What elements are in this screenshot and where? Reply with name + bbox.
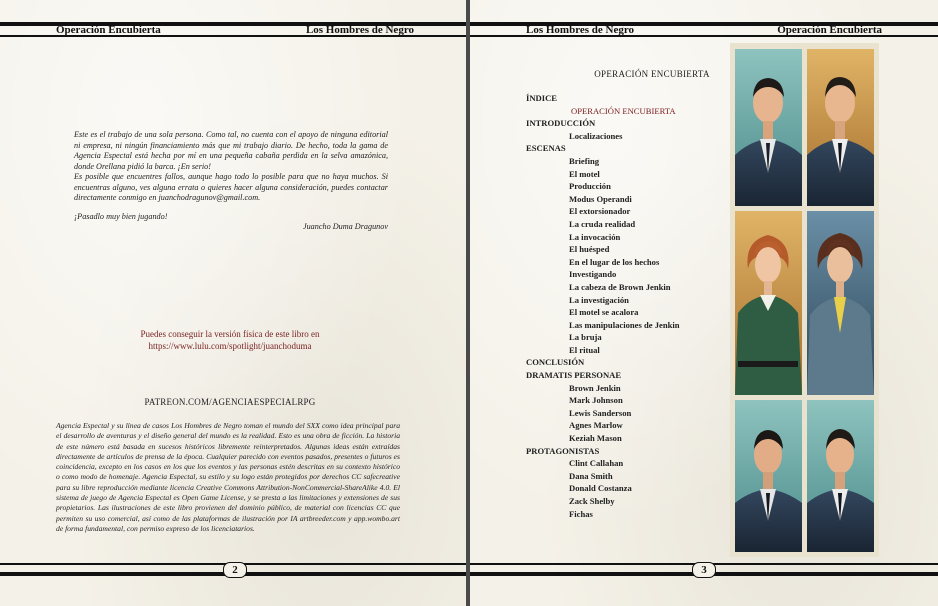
toc-entry-label: Las manipulaciones de Jenkin — [569, 319, 680, 330]
toc-entry-label: PROTAGONISTAS — [526, 445, 600, 456]
running-header-right: Operación Encubierta — [777, 24, 882, 36]
toc-entry-label: La bruja — [569, 332, 602, 343]
toc-entry-label: Keziah Mason — [569, 433, 622, 444]
toc-entry-label: Donald Costanza — [569, 483, 632, 494]
print-notice — [80, 329, 380, 352]
toc-entry-label: El extorsionador — [569, 206, 631, 217]
toc-entry-label: En el lugar de los hechos — [569, 256, 660, 267]
agents-illustration — [730, 43, 879, 557]
intro-paragraph-1: Este es el trabajo de una sola persona. Como tal, no cuenta con el apoyo de ninguna editorial ni empresa, ni ningún financiamiento más que mi trabajo diario. De hecho, toda la gama de Agencia Espectal está hecha por mí en una pequeña cabaña perdida en la selva amazónica, donde Orellana pidió la barca. ¡En serio! — [74, 130, 388, 171]
toc-entry-label: Investigando — [569, 269, 617, 280]
toc-entry-label: El ritual — [569, 344, 600, 355]
toc-entry-label: La invocación — [569, 231, 621, 242]
toc-entry-label: Mark Johnson — [569, 395, 623, 406]
print-notice-link[interactable]: https://www.lulu.com/spotlight/juanchoduma — [148, 340, 312, 351]
author-signature: Juancho Duma Dragunov — [302, 222, 388, 231]
toc-entry-label: La investigación — [569, 294, 629, 305]
toc-entry-label: CONCLUSIÓN — [526, 357, 585, 368]
toc-entry-label: DRAMATIS PERSONAE — [526, 370, 622, 381]
running-header-left: Operación Encubierta — [56, 24, 161, 36]
print-notice-text: Puedes conseguir la versión física de este libro en — [140, 329, 320, 339]
toc-entry-label: Fichas — [569, 508, 593, 519]
toc-entry-label: Agnes Marlow — [569, 420, 623, 431]
toc-entry-label: Producción — [569, 181, 611, 192]
toc-entry-label: Modus Operandi — [569, 193, 632, 204]
running-header-left: Los Hombres de Negro — [526, 24, 635, 36]
legal-notice: Agencia Espectal y su línea de casos Los Hombres de Negro toman el mundo del SXX como idea principal para el desarrollo de aventuras y el diseño general del mundo es la realidad. Esto es una obra de ficción. La historia de este número está basada en sucesos históricos libremente reinterpretados. Algunas ideas están extraídas directamente de artículos de prensa de la época. Cualquier parecido con eventos pasados, presentes o futuros es coincidencia, excepto en los casos en los que los eventos y las personas estén descritas en su contexto histórico o como modo de homenaje. Agencia Espectal, su estilo y su logo están protegidos por derechos CC safecreative para su libre reproducción mediante licencia Creative Commons Attribution-NonCommercial-ShareAlike 4.0. El sistema de juego de Agencia Espectal es Open Game License, y se presta a las limitaciones y extensiones de sus propietarios. Las ilustraciones de este libro provienen del dominio público, de material con licencias CC que permiten su uso comercial, así como de las plataformas de ilustración por IA artbreeder.com y app.wombo.art de forma fundamental, con permiso expreso de los licenciatarios. — [56, 421, 400, 533]
closing-line: ¡Pasadlo muy bien jugando! — [74, 212, 168, 221]
toc-entry-label: Zack Shelby — [569, 496, 615, 506]
page-number: 2 — [223, 562, 247, 578]
toc-entry-label: El motel — [569, 168, 600, 179]
running-header-right: Los Hombres de Negro — [305, 24, 414, 36]
toc-entry-label: ESCENAS — [526, 143, 566, 154]
toc-entry-label: OPERACIÓN ENCUBIERTA — [571, 105, 676, 116]
toc-entry-label: ÍNDICE — [526, 93, 558, 103]
toc-entry-label: Briefing — [569, 155, 600, 166]
patreon-link[interactable]: PATREON.COM/AGENCIAESPECIALRPG — [144, 397, 316, 407]
toc-entry-label: Clint Callahan — [569, 458, 624, 469]
toc-entry-label: Dana Smith — [569, 470, 613, 481]
toc-entry-label: Localizaciones — [569, 130, 623, 141]
toc-title: OPERACIÓN ENCUBIERTA — [594, 69, 710, 79]
toc-entry-label: Lewis Sanderson — [569, 407, 632, 418]
toc-entry-label: El motel se acalora — [569, 307, 639, 318]
toc-entry-label: El huésped — [569, 244, 610, 255]
toc-entry-label: La cruda realidad — [569, 218, 636, 229]
left-page — [0, 0, 466, 606]
portrait-collage — [730, 43, 879, 557]
toc-entry-label: INTRODUCCIÓN — [526, 118, 596, 129]
intro-paragraph-2: Es posible que encuentres fallos, aunque hago todo lo posible para que no haya muchos. Si encuentras alguno, ves alguna errata o quieres hacer alguna consideración, puedes contactar directamente conmigo en juanchodragunov@gmail.com. — [74, 172, 388, 202]
toc-entry-label: Brown Jenkin — [569, 382, 621, 393]
toc-entry-label: La cabeza de Brown Jenkin — [569, 281, 671, 292]
right-page — [470, 0, 938, 606]
page-number: 3 — [692, 562, 716, 578]
